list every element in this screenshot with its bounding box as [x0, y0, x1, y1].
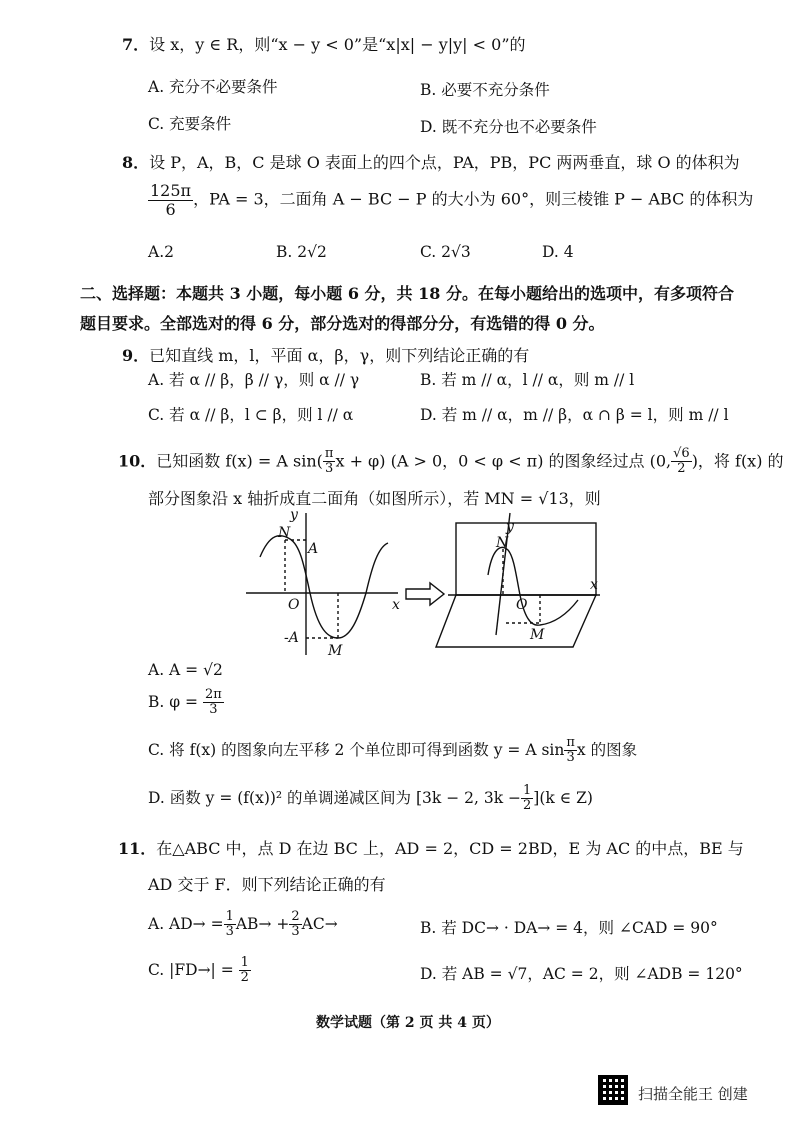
fraction-numerator: √6 — [673, 446, 690, 461]
option-text: B. φ = — [148, 692, 199, 711]
question-number: 10． — [118, 451, 157, 471]
q10-option-c — [148, 736, 637, 766]
label-o-3d: O — [516, 597, 528, 613]
option-fraction — [289, 910, 301, 940]
fraction-numerator: 2π — [204, 687, 222, 702]
fraction-numerator: 2 — [291, 909, 300, 924]
q11-option-d: D. 若 AB = √7，AC = 2，则 ∠ADB = 120° — [420, 965, 743, 983]
question-8-stem — [122, 150, 740, 173]
option-text: x 的图象 — [576, 740, 638, 759]
question-number: 11． — [118, 839, 157, 858]
question-10-stem — [118, 447, 784, 477]
watermark-text: 扫描全能王 创建 — [638, 1085, 748, 1103]
question-text: 设 P，A，B，C 是球 O 表面上的四个点，PA，PB，PC 两两垂直，球 O 的体积为 — [149, 153, 740, 172]
q8-option-b: B. 2√2 — [276, 243, 327, 261]
volume-fraction — [148, 182, 193, 218]
question-text: 在△ABC 中，点 D 在边 BC 上，AD = 2，CD = 2BD，E 为 AC 的中点，BE 与 — [156, 839, 744, 858]
section-instructions: 题目要求。全部选对的得 6 分，部分选对的得部分分，有选错的得 0 分。 — [80, 314, 605, 333]
label-y-3d: y — [506, 519, 514, 535]
fraction-numerator: 125π — [150, 181, 192, 200]
label-x-3d: x — [590, 577, 598, 593]
lower-curve — [520, 595, 578, 625]
question-text: 已知函数 f(x) = A sin( — [156, 451, 323, 471]
fold-figure — [238, 505, 613, 660]
question-11-stem — [118, 836, 744, 859]
label-m: M — [328, 643, 343, 659]
qr-code-icon — [598, 1075, 628, 1105]
option-fraction — [203, 688, 224, 718]
fraction-numerator: 1 — [240, 955, 249, 970]
option-fraction — [521, 784, 533, 814]
label-m-3d: M — [530, 627, 545, 643]
q9-option-d: D. 若 m // α，m // β，α ∩ β = l，则 m // l — [420, 406, 729, 424]
fraction-denominator: 3 — [209, 702, 218, 718]
q10-option-a: A. A = √2 — [148, 661, 223, 679]
question-10-line2: 部分图象沿 x 轴折成直二面角（如图所示），若 MN = √13，则 — [148, 489, 601, 508]
option-text: C. |FD→| = — [148, 960, 234, 979]
point-fraction — [671, 447, 692, 477]
label-a: A — [308, 541, 319, 557]
question-number: 8． — [122, 153, 150, 172]
label-n-3d: N — [496, 535, 509, 551]
question-text: )，将 f(x) 的 — [691, 451, 784, 471]
vertical-plane — [456, 523, 596, 595]
question-text: 已知直线 m，l，平面 α，β，γ，则下列结论正确的有 — [149, 346, 530, 365]
option-text: AC→ — [301, 914, 338, 933]
question-7-stem — [122, 32, 526, 55]
option-text: D. 函数 y = (f(x))² 的单调递减区间为 [3k − 2, 3k − — [148, 788, 522, 807]
q11-option-c — [148, 956, 251, 986]
fraction-numerator: π — [324, 446, 334, 461]
q11-option-a — [148, 910, 338, 940]
q7-option-c: C. 充要条件 — [148, 115, 232, 133]
q7-option-b: B. 必要不充分条件 — [420, 81, 550, 99]
question-9-stem — [122, 343, 529, 366]
fraction-denominator: 2 — [240, 970, 249, 986]
label-o: O — [288, 597, 300, 613]
label-y: y — [290, 507, 298, 523]
fraction-numerator: 1 — [523, 783, 532, 798]
question-8-line2 — [148, 182, 753, 218]
q9-option-b: B. 若 m // α，l // α，则 m // l — [420, 371, 635, 389]
label-x: x — [392, 597, 400, 613]
pi-over-3-fraction — [323, 447, 336, 477]
fraction-numerator: 1 — [225, 909, 234, 924]
option-text: AB→ + — [235, 914, 290, 933]
q8-option-a: A.2 — [148, 243, 174, 261]
fraction-numerator: π — [566, 735, 575, 750]
option-text: C. 将 f(x) 的图象向左平移 2 个单位即可得到函数 y = A sin — [148, 740, 565, 759]
q10-option-d — [148, 784, 593, 814]
q11-option-b: B. 若 DC→ · DA→ = 4，则 ∠CAD = 90° — [420, 919, 718, 937]
question-text: ，PA = 3，二面角 A − BC − P 的大小为 60°，则三棱锥 P − ABC 的体积为 — [193, 189, 754, 209]
fraction-denominator: 3 — [291, 924, 300, 940]
question-text: x + φ) (A > 0，0 < φ < π) 的图象经过点 (0, — [335, 451, 672, 471]
transform-arrow — [406, 583, 444, 605]
q8-option-c: C. 2√3 — [420, 243, 471, 261]
label-neg-a: -A — [284, 630, 299, 646]
section-heading: 二、选择题：本题共 3 小题，每小题 6 分，共 18 分。在每小题给出的选项中，有多项符合 — [80, 284, 734, 303]
question-11-line2: AD 交于 F．则下列结论正确的有 — [148, 875, 386, 894]
option-fraction — [239, 956, 251, 986]
q7-option-a: A. 充分不必要条件 — [148, 78, 278, 96]
option-fraction — [224, 910, 236, 940]
fraction-denominator: 2 — [677, 461, 686, 477]
option-text: ](k ∈ Z) — [533, 788, 593, 807]
option-text: A. AD→ = — [148, 914, 224, 933]
fraction-denominator: 3 — [566, 750, 575, 766]
q9-option-a: A. 若 α // β，β // γ，则 α // γ — [148, 371, 360, 389]
q8-option-d: D. 4 — [542, 243, 574, 261]
fraction-denominator: 2 — [523, 798, 532, 814]
q10-option-b — [148, 688, 224, 718]
fraction-denominator: 3 — [225, 924, 234, 940]
option-fraction — [564, 736, 577, 766]
label-n: N — [278, 525, 291, 541]
question-number: 7． — [122, 35, 150, 54]
fraction-denominator: 3 — [325, 461, 334, 477]
q7-option-d: D. 既不充分也不必要条件 — [420, 118, 597, 136]
sine-curve — [260, 536, 388, 638]
page-footer: 数学试题（第 2 页 共 4 页） — [316, 1015, 500, 1031]
q9-option-c: C. 若 α // β，l ⊂ β，则 l // α — [148, 406, 354, 424]
question-number: 9． — [122, 346, 150, 365]
question-text: 设 x，y ∈ R，则“x − y < 0”是“x|x| − y|y| < 0”的 — [149, 35, 526, 54]
fraction-denominator: 6 — [165, 199, 176, 219]
